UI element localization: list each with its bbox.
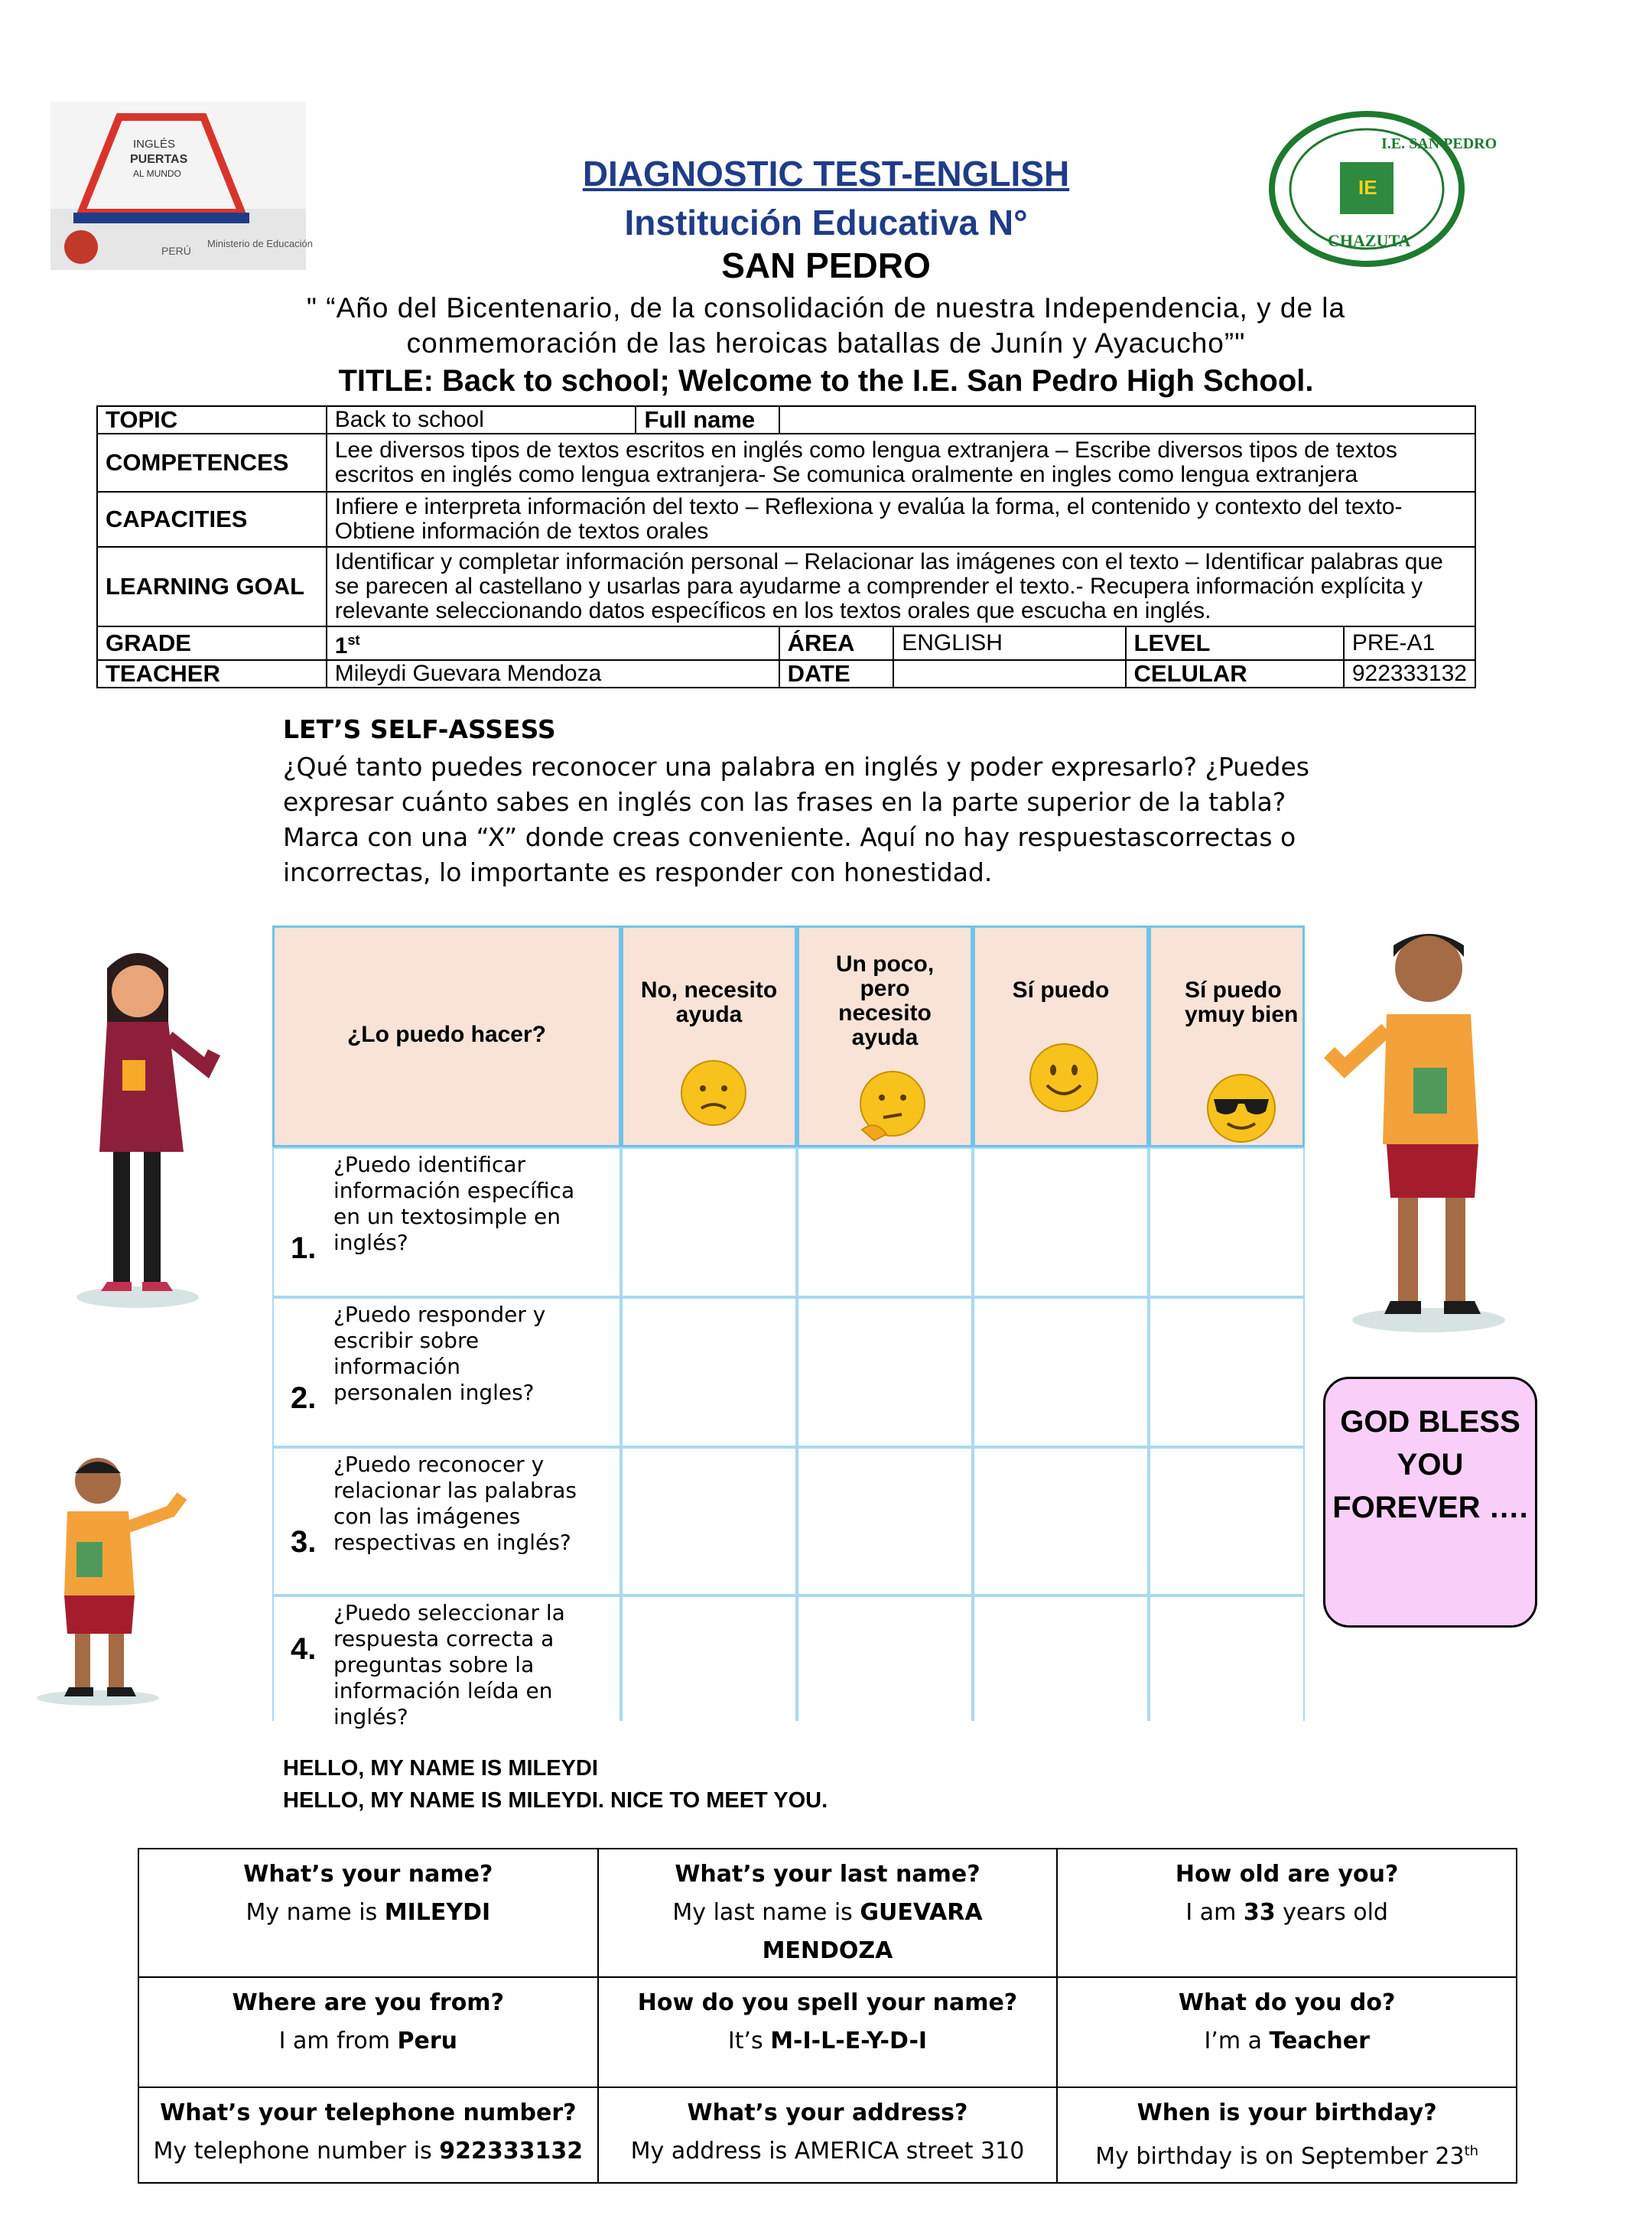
header-cell-need-help: No, necesito ayuda (621, 925, 797, 1147)
qa-cell-from: Where are you from? I am from Peru (138, 1977, 598, 2087)
goal-label: LEARNING GOAL (97, 547, 327, 626)
institution-label: Institución Educativa N° (624, 203, 1028, 242)
question-row-3: 3. ¿Puedo reconocer y relacionar las palabras con las imágenes respectivas en inglés? (272, 1447, 621, 1595)
svg-text:AL MUNDO: AL MUNDO (133, 168, 181, 179)
header-cell-i-can: Sí puedo (973, 925, 1149, 1147)
answer-cell[interactable] (797, 1595, 973, 1721)
question-row-4: 4. ¿Puedo seleccionar la respuesta correcta a preguntas sobre la información leída en inglés? (272, 1595, 621, 1721)
question-row-1: 1. ¿Puedo identificar información específica en un textosimple en inglés? (272, 1147, 621, 1297)
god-bless-badge: GOD BLESS YOU FOREVER …. (1323, 1377, 1537, 1628)
self-assess-instructions: ¿Qué tanto puedes reconocer una palabra en inglés y poder expresarlo? ¿Puedes expresar cuánto sabes en inglés con las frases en la parte superior de la tabla? Marca con una “X” donde creas conveniente. Aquí no hay respuestascorrectas o incorrectas, lo importante es responder con honestidad. (283, 752, 1309, 887)
capacities-value: Infiere e interpreta información del texto – Reflexiona y evalúa la forma, el contenido y contexto del texto- Obtiene información de textos orales (327, 492, 1475, 547)
qa-cell-age: How old are you? I am 33 years old (1057, 1849, 1517, 1977)
cel-label: CELULAR (1126, 660, 1344, 688)
answer-cell[interactable] (1149, 1297, 1305, 1447)
peru-label: PERÚ (161, 245, 191, 257)
topic-label: TOPIC (97, 406, 327, 434)
boy-illustration (1314, 915, 1508, 1335)
date-label: DATE (779, 660, 894, 688)
answer-cell[interactable] (621, 1297, 797, 1447)
lesson-title: TITLE: Back to school; Welcome to the I.E. San Pedro High School. (338, 364, 1314, 398)
qa-cell-birthday: When is your birthday? My birthday is on September 23th (1057, 2087, 1517, 2183)
topic-value: Back to school (327, 406, 636, 434)
answer-cell[interactable] (621, 1147, 797, 1297)
smiling-face-icon (1026, 1039, 1102, 1116)
answer-cell[interactable] (973, 1147, 1149, 1297)
svg-text:PUERTAS: PUERTAS (130, 153, 188, 166)
personal-info-table (138, 1848, 1517, 2184)
level-value: PRE-A1 (1344, 626, 1475, 660)
header-cell-bit-help: Un poco, pero necesito ayuda (797, 925, 973, 1147)
svg-text:INGLÉS: INGLÉS (133, 138, 176, 151)
capacities-label: CAPACITIES (97, 492, 327, 547)
answer-cell[interactable] (973, 1595, 1149, 1721)
ministry-label: Ministerio de Educación (207, 238, 314, 249)
svg-text:I.E. SAN PEDRO: I.E. SAN PEDRO (1381, 135, 1498, 152)
date-field[interactable] (893, 660, 1125, 688)
area-value: ENGLISH (893, 626, 1125, 660)
teacher-value: Mileydi Guevara Mendoza (327, 660, 779, 688)
answer-cell[interactable] (973, 1447, 1149, 1595)
qa-cell-spell: How do you spell your name? It’s M-I-L-E-Y-D-I (598, 1977, 1058, 2087)
hello-line-2: HELLO, MY NAME IS MILEYDI. NICE TO MEET YOU. (283, 1788, 828, 1813)
hello-line-1: HELLO, MY NAME IS MILEYDI (283, 1756, 598, 1781)
header-cell-very-well: Sí puedo ymuy bien (1149, 925, 1305, 1147)
header-cell-can-i: ¿Lo puedo hacer? (272, 925, 621, 1147)
area-label: ÁREA (779, 626, 894, 660)
level-label: LEVEL (1126, 626, 1344, 660)
doc-title: DIAGNOSTIC TEST-ENGLISH (582, 154, 1070, 194)
fullname-field[interactable] (779, 406, 1475, 434)
svg-text:CHAZUTA: CHAZUTA (1328, 231, 1411, 250)
goal-value: Identificar y completar información personal – Relacionar las imágenes con el texto – Identificar palabras que se parecen al castellano y usarlas para ayudarme a comprender el texto.- Recupera información explícita y relevante seleccionando datos específicos en los textos orales que escucha en inglés. (327, 547, 1475, 626)
small-boy-illustration (37, 1450, 197, 1707)
answer-cell[interactable] (797, 1297, 973, 1447)
question-row-2: 2. ¿Puedo responder y escribir sobre información personalen ingles? (272, 1297, 621, 1447)
answer-cell[interactable] (621, 1447, 797, 1595)
competences-label: COMPETENCES (97, 434, 327, 492)
school-name: SAN PEDRO (721, 246, 931, 285)
answer-cell[interactable] (1149, 1147, 1305, 1297)
qa-cell-phone: What’s your telephone number? My telephone number is 922333132 (138, 2087, 598, 2183)
worried-face-icon (678, 1058, 749, 1128)
girl-illustration (54, 938, 229, 1312)
info-table (96, 405, 1476, 688)
qa-cell-last-name: What’s your last name? My last name is GUEVARA MENDOZA (598, 1849, 1058, 1977)
teacher-label: TEACHER (97, 660, 327, 688)
sunglasses-face-icon (1203, 1070, 1280, 1147)
answer-cell[interactable] (1149, 1595, 1305, 1721)
year-motto: " “Año del Bicentenario, de la consolidación de nuestra Independencia, y de la conmemoración de las heroicas batallas de Junín y Ayacucho”" (306, 292, 1346, 359)
competences-value: Lee diversos tipos de textos escritos en inglés como lengua extranjera – Escribe diversos tipos de textos escritos en inglés como lengua extranjera- Se comunica oralmente en ingles como lengua extranjera (327, 434, 1475, 492)
answer-cell[interactable] (797, 1147, 973, 1297)
grade-label: GRADE (97, 626, 327, 660)
self-assess-heading: LET’S SELF-ASSESS (283, 714, 556, 744)
thinking-face-icon (853, 1068, 929, 1142)
svg-text:IE: IE (1358, 176, 1377, 199)
answer-cell[interactable] (973, 1297, 1149, 1447)
fullname-label: Full name (636, 406, 779, 434)
answer-cell[interactable] (1149, 1447, 1305, 1595)
grade-value: 1st (327, 626, 779, 660)
cel-value: 922333132 (1344, 660, 1475, 688)
answer-cell[interactable] (797, 1447, 973, 1595)
answer-cell[interactable] (621, 1595, 797, 1721)
qa-cell-address: What’s your address? My address is AMERICA street 310 (598, 2087, 1058, 2183)
qa-cell-job: What do you do? I’m a Teacher (1057, 1977, 1517, 2087)
self-assess-table (272, 925, 1300, 1729)
qa-cell-name: What’s your name? My name is MILEYDI (138, 1849, 598, 1977)
